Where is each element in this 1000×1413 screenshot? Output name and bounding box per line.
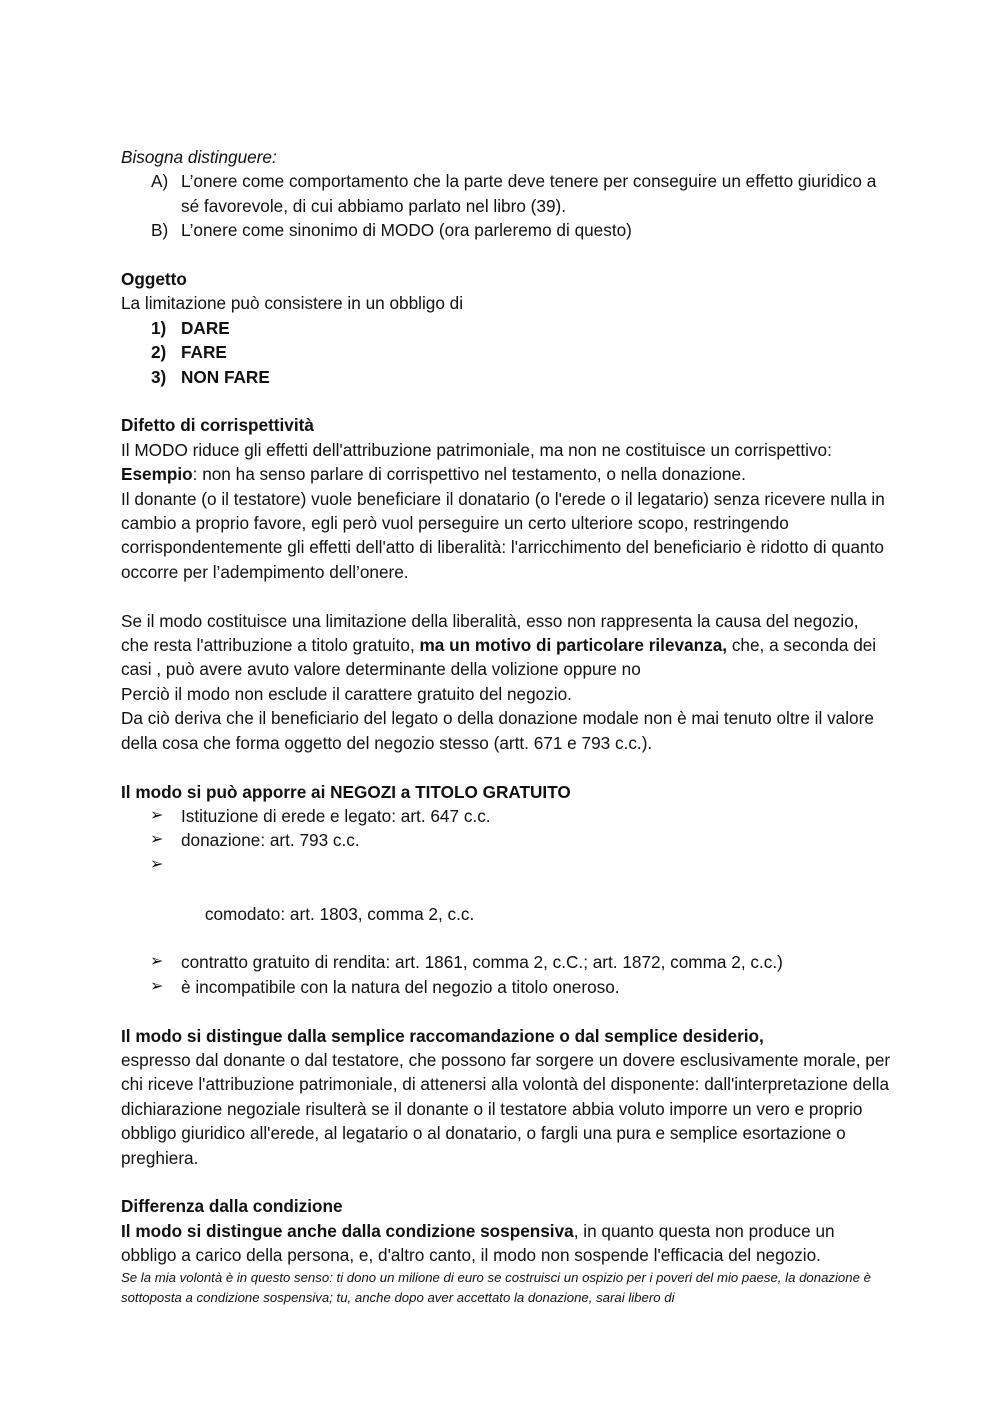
bullet-item-text: contratto gratuito di rendita: art. 1861, comma 2, c.C.; art. 1872, comma 2, c.c.): [181, 952, 783, 973]
bullet-item: [121, 804, 891, 828]
bullet-item: [121, 950, 891, 974]
bullet-item: [121, 853, 891, 951]
raccomandazione-heading: Il modo si distingue dalla semplice raccomandazione o dal semplice desiderio,: [121, 1025, 764, 1046]
list-item-fare: [121, 340, 891, 364]
arrow-bullet-icon: ➢: [150, 977, 164, 995]
list-marker: 1): [151, 317, 167, 338]
heading-difetto: Difetto di corrispettività: [121, 415, 314, 436]
list-item-a: [121, 169, 891, 218]
condizione-paragraph: [121, 1219, 891, 1268]
list-item-b: [121, 218, 891, 242]
intro-lead: Bisogna distinguere:: [121, 147, 277, 167]
arrow-bullet-icon: ➢: [150, 831, 164, 849]
bullet-item-text: Istituzione di erede e legato: art. 647 c.c.: [181, 805, 491, 826]
list-marker: 3): [151, 366, 167, 387]
condizione-bold: Il modo si distingue anche dalla condizione sospensiva: [121, 1220, 574, 1241]
condizione-example-note: Se la mia volontà è in questo senso: ti dono un milione di euro se costruisci un ospizio per i poveri del mio paese, la donazione è sottoposta a condizione sospensiva; tu, anche dopo aver accettato la donazione, sarai libero di: [121, 1269, 871, 1305]
heading-negozi: Il modo si può apporre ai NEGOZI a TITOLO GRATUITO: [121, 781, 571, 802]
arrow-bullet-icon: ➢: [150, 855, 164, 873]
liberalita-paragraph-3: Da ciò deriva che il beneficiario del legato o della donazione modale non è mai tenuto oltre il valore della cosa che forma oggetto del negozio stesso (artt. 671 e 793 c.c.).: [121, 708, 874, 753]
list-item-text: NON FARE: [181, 366, 270, 387]
oggetto-lead: La limitazione può consistere in un obbligo di: [121, 293, 464, 314]
heading-condizione: Differenza dalla condizione: [121, 1196, 343, 1217]
bullet-item: [121, 828, 891, 852]
liberalita-text-start: Se il modo costituisce una limitazione della liberalità, esso non rappresenta la causa del negozio, che resta l'attribuzione a titolo gratuito,: [121, 610, 859, 656]
liberalita-paragraph-1: [121, 609, 891, 682]
bullet-item-text: donazione: art. 793 c.c.: [181, 830, 360, 851]
liberalita-bold: ma un motivo di particolare rilevanza,: [419, 635, 728, 656]
list-marker: B): [151, 220, 169, 241]
list-item-text: FARE: [181, 342, 227, 363]
heading-oggetto: Oggetto: [121, 269, 187, 290]
bullet-item-text: comodato: art. 1803, comma 2, c.c.: [200, 903, 475, 924]
difetto-example: [121, 462, 891, 486]
list-item-text: L’onere come comportamento che la parte deve tenere per conseguire un effetto giuridico a sé favorevole, di cui abbiamo parlato nel libro (39).: [181, 171, 877, 216]
difetto-paragraph-2: Il donante (o il testatore) vuole beneficiare il donatario (o l'erede o il legatario) senza ricevere nulla in cambio a proprio favore, egli però vuol perseguire un certo ulteriore scopo, restringendo corrispondentemente gli effetti dell'atto di liberalità: l'arricchimento del beneficiario è ridotto di quanto occorre per l’adempimento dell’onere.: [121, 488, 885, 582]
liberalita-paragraph-2: Perciò il modo non esclude il carattere gratuito del negozio.: [121, 683, 572, 704]
difetto-paragraph-1: Il MODO riduce gli effetti dell'attribuzione patrimoniale, ma non ne costituisce un corrispettivo:: [121, 439, 832, 460]
raccomandazione-paragraph: espresso dal donante o dal testatore, che possono far sorgere un dovere esclusivamente morale, per chi riceve l'attribuzione patrimoniale, di attenersi alla volontà del disponente: dall'interpretazione della dichiarazione negoziale risulterà se il donante o il testatore abbia voluto imporre un vero e proprio obbligo giuridico all'erede, al legatario o al donatario, o fargli una pura e semplice esortazione o preghiera.: [121, 1049, 891, 1168]
arrow-bullet-icon: ➢: [150, 806, 164, 824]
example-text: : non ha senso parlare di corrispettivo nel testamento, o nella donazione.: [192, 464, 746, 485]
bullet-item-text: è incompatibile con la natura del negozio a titolo oneroso.: [181, 976, 620, 997]
list-item-text: DARE: [181, 317, 230, 338]
document-page: [121, 145, 891, 1308]
condizione-text: , in quanto questa non produce un obbligo a carico della persona, e, d'altro canto, il modo non sospende l'efficacia del negozio.: [121, 1220, 835, 1266]
list-item-text: L’onere come sinonimo di MODO (ora parleremo di questo): [181, 220, 632, 241]
list-marker: 2): [151, 342, 167, 363]
bullet-item: [121, 975, 891, 999]
example-label: Esempio: [121, 464, 193, 485]
list-marker: A): [151, 171, 169, 192]
arrow-bullet-icon: ➢: [150, 953, 164, 971]
list-item-non-fare: [121, 365, 891, 389]
list-item-dare: [121, 316, 891, 340]
liberalita-text-end: che, a seconda dei casi , può avere avuto valore determinante della volizione oppure no: [121, 635, 877, 680]
